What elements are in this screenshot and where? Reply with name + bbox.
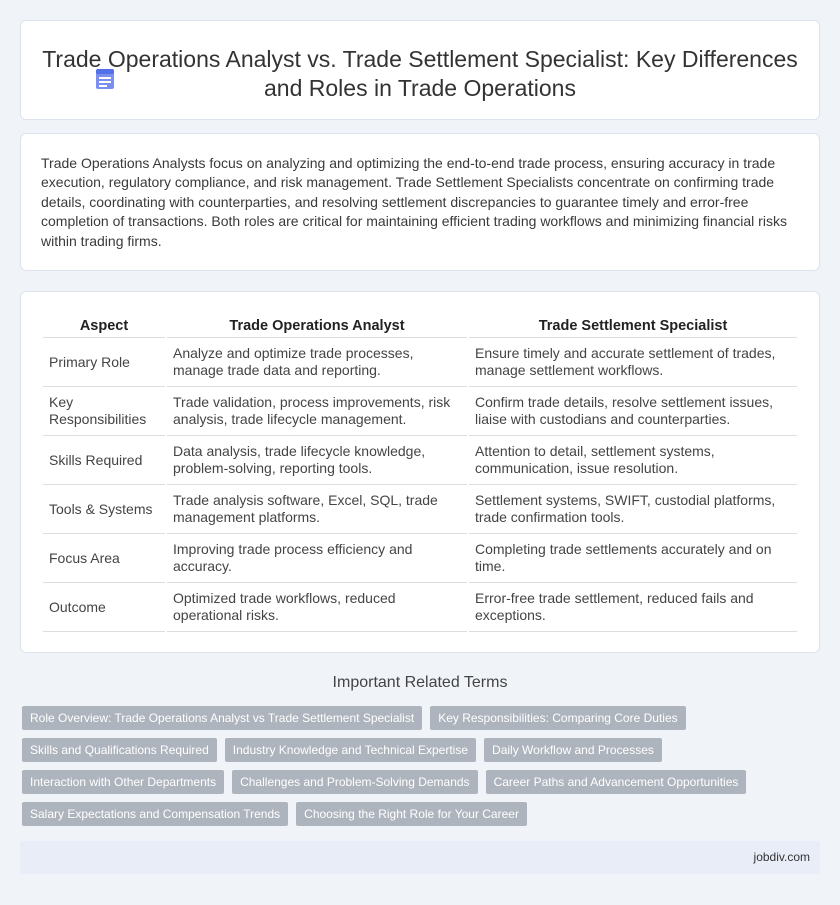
related-term-tag[interactable]: Career Paths and Advancement Opportunities bbox=[486, 770, 747, 794]
table-row bbox=[43, 436, 797, 485]
comparison-table bbox=[41, 316, 799, 632]
footer-bar bbox=[20, 841, 820, 874]
intro-card bbox=[20, 133, 820, 271]
intro-paragraph: Trade Operations Analysts focus on analyzing and optimizing the end-to-end trade process, ensuring accuracy in trade execution, regulatory compliance, and risk management. Trade Settlement Specialists concentrate on confirming trade details, coordinating with counterparties, and resolving settlement discrepancies to guarantee timely and error-free completion of transactions. Both roles are critical for maintaining efficient trading workflows and minimizing financial risks within trading firms. bbox=[41, 155, 787, 249]
specialist-cell: Completing trade settlements accurately and on time. bbox=[469, 534, 797, 583]
analyst-cell: Analyze and optimize trade processes, manage trade data and reporting. bbox=[167, 338, 467, 387]
specialist-cell: Confirm trade details, resolve settlement issues, liaise with custodians and counterparties. bbox=[469, 387, 797, 436]
analyst-cell: Trade analysis software, Excel, SQL, trade management platforms. bbox=[167, 485, 467, 534]
related-terms-title: Important Related Terms bbox=[332, 674, 508, 691]
aspect-cell: Skills Required bbox=[43, 436, 165, 485]
related-term-tag[interactable]: Key Responsibilities: Comparing Core Duties bbox=[430, 706, 685, 730]
comparison-card bbox=[20, 291, 820, 653]
analyst-cell: Trade validation, process improvements, risk analysis, trade lifecycle management. bbox=[167, 387, 467, 436]
aspect-cell: Key Responsibilities bbox=[43, 387, 165, 436]
column-header-aspect: Aspect bbox=[43, 316, 165, 338]
column-header-analyst: Trade Operations Analyst bbox=[167, 316, 467, 338]
analyst-cell: Improving trade process efficiency and accuracy. bbox=[167, 534, 467, 583]
header-card bbox=[20, 20, 820, 120]
specialist-cell: Attention to detail, settlement systems, communication, issue resolution. bbox=[469, 436, 797, 485]
related-term-tag[interactable]: Salary Expectations and Compensation Trends bbox=[22, 802, 288, 826]
specialist-cell: Settlement systems, SWIFT, custodial platforms, trade confirmation tools. bbox=[469, 485, 797, 534]
related-term-tag[interactable]: Role Overview: Trade Operations Analyst vs Trade Settlement Specialist bbox=[22, 706, 422, 730]
page-title: Trade Operations Analyst vs. Trade Settlement Specialist: Key Differences and Roles in Trade Operations bbox=[42, 46, 798, 101]
analyst-cell: Optimized trade workflows, reduced operational risks. bbox=[167, 583, 467, 632]
related-term-tag[interactable]: Skills and Qualifications Required bbox=[22, 738, 217, 762]
aspect-cell: Primary Role bbox=[43, 338, 165, 387]
related-term-tag[interactable]: Challenges and Problem-Solving Demands bbox=[232, 770, 477, 794]
table-row bbox=[43, 583, 797, 632]
specialist-cell: Error-free trade settlement, reduced fails and exceptions. bbox=[469, 583, 797, 632]
specialist-cell: Ensure timely and accurate settlement of trades, manage settlement workflows. bbox=[469, 338, 797, 387]
footer-site-link[interactable]: jobdiv.com bbox=[753, 850, 810, 864]
table-row bbox=[43, 387, 797, 436]
related-term-tag[interactable]: Industry Knowledge and Technical Expertise bbox=[225, 738, 476, 762]
related-terms-list bbox=[22, 706, 822, 826]
aspect-cell: Tools & Systems bbox=[43, 485, 165, 534]
related-term-tag[interactable]: Choosing the Right Role for Your Career bbox=[296, 802, 527, 826]
table-row bbox=[43, 338, 797, 387]
table-row bbox=[43, 485, 797, 534]
related-term-tag[interactable]: Daily Workflow and Processes bbox=[484, 738, 662, 762]
table-header-row bbox=[43, 316, 797, 338]
related-term-tag[interactable]: Interaction with Other Departments bbox=[22, 770, 224, 794]
aspect-cell: Outcome bbox=[43, 583, 165, 632]
analyst-cell: Data analysis, trade lifecycle knowledge, problem-solving, reporting tools. bbox=[167, 436, 467, 485]
table-row bbox=[43, 534, 797, 583]
aspect-cell: Focus Area bbox=[43, 534, 165, 583]
column-header-specialist: Trade Settlement Specialist bbox=[469, 316, 797, 338]
